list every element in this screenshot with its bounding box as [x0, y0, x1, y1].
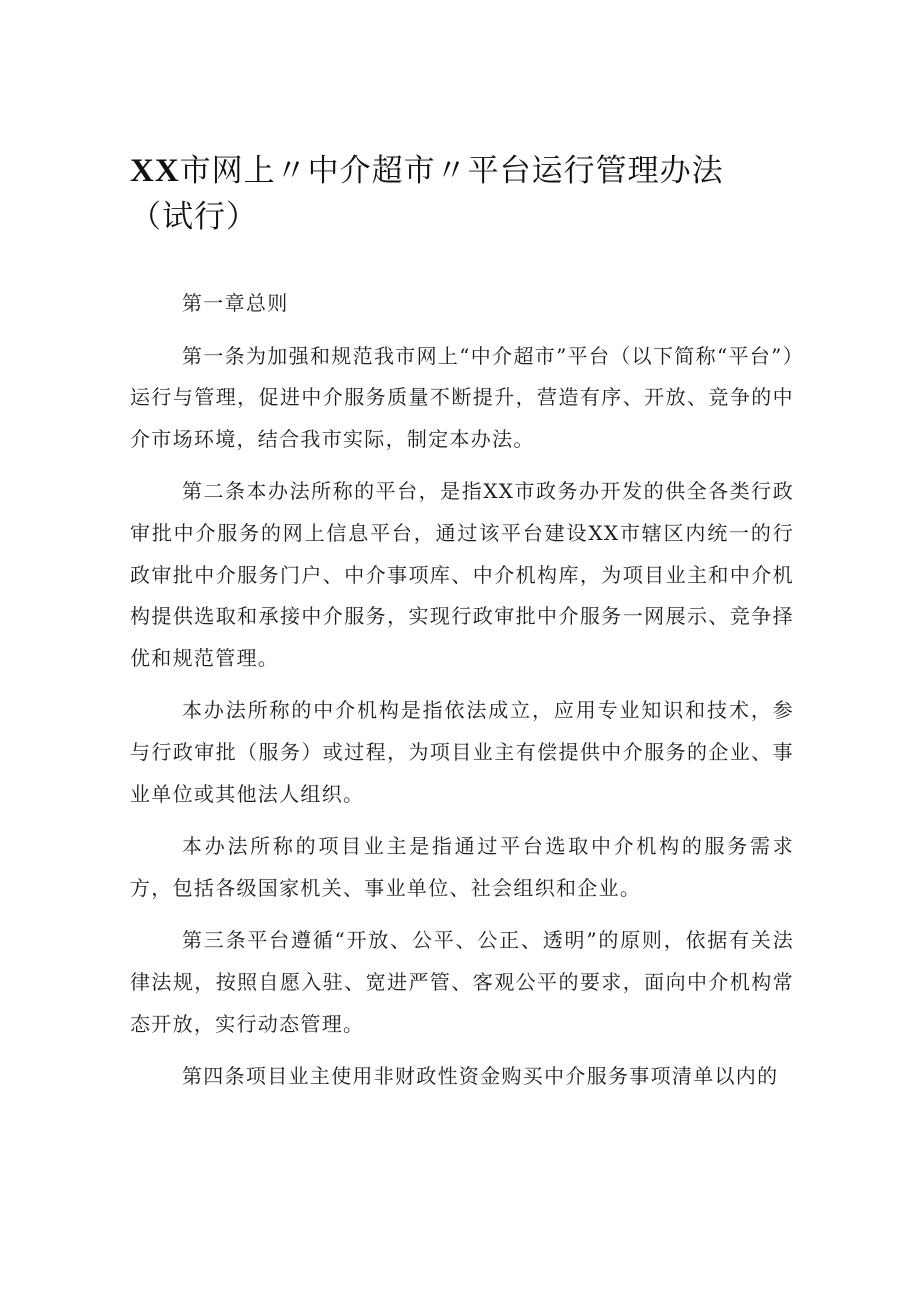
document-body — [130, 283, 794, 1109]
article-3-paragraph: 第三条平台遵循“开放、公平、公正、透明”的原则，依据有关法律法规，按照自愿入驻、宽进严管、客观公平的要求，面向中介机构常态开放，实行动态管理。 — [130, 928, 794, 1036]
document-title — [130, 148, 770, 240]
title-text: 市网上〃中介超市〃平台运行管理办法（试行） — [130, 153, 724, 235]
chapter-heading: 第一章总则 — [182, 291, 289, 315]
project-owner-definition-paragraph: 本办法所称的项目业主是指通过平台选取中介机构的服务需求方，包括各级国家机关、事业单位、社会组织和企业。 — [130, 834, 794, 900]
article-1-paragraph: 第一条为加强和规范我市网上“中介超市”平台（以下简称“平台”）运行与管理，促进中介服务质量不断提升，营造有序、开放、竞争的中介市场环境，结合我市实际，制定本办法。 — [130, 343, 794, 451]
article-4-paragraph: 第四条项目业主使用非财政性资金购买中介服务事项清单以内的 — [182, 1064, 779, 1089]
title-prefix: XX — [130, 153, 180, 189]
article-2-paragraph: 第二条本办法所称的平台，是指XX市政务办开发的供全各类行政审批中介服务的网上信息平台，通过该平台建设XX市辖区内统一的行政审批中介服务门户、中介事项库、中介机构库，为项目业主和中介机构提供选取和承接中介服务，实现行政审批中介服务一网展示、竞争择优和规范管理。 — [130, 479, 794, 670]
intermediary-definition-paragraph: 本办法所称的中介机构是指依法成立，应用专业知识和技术，参与行政审批（服务）或过程，为项目业主有偿提供中介服务的企业、事业单位或其他法人组织。 — [130, 698, 794, 806]
